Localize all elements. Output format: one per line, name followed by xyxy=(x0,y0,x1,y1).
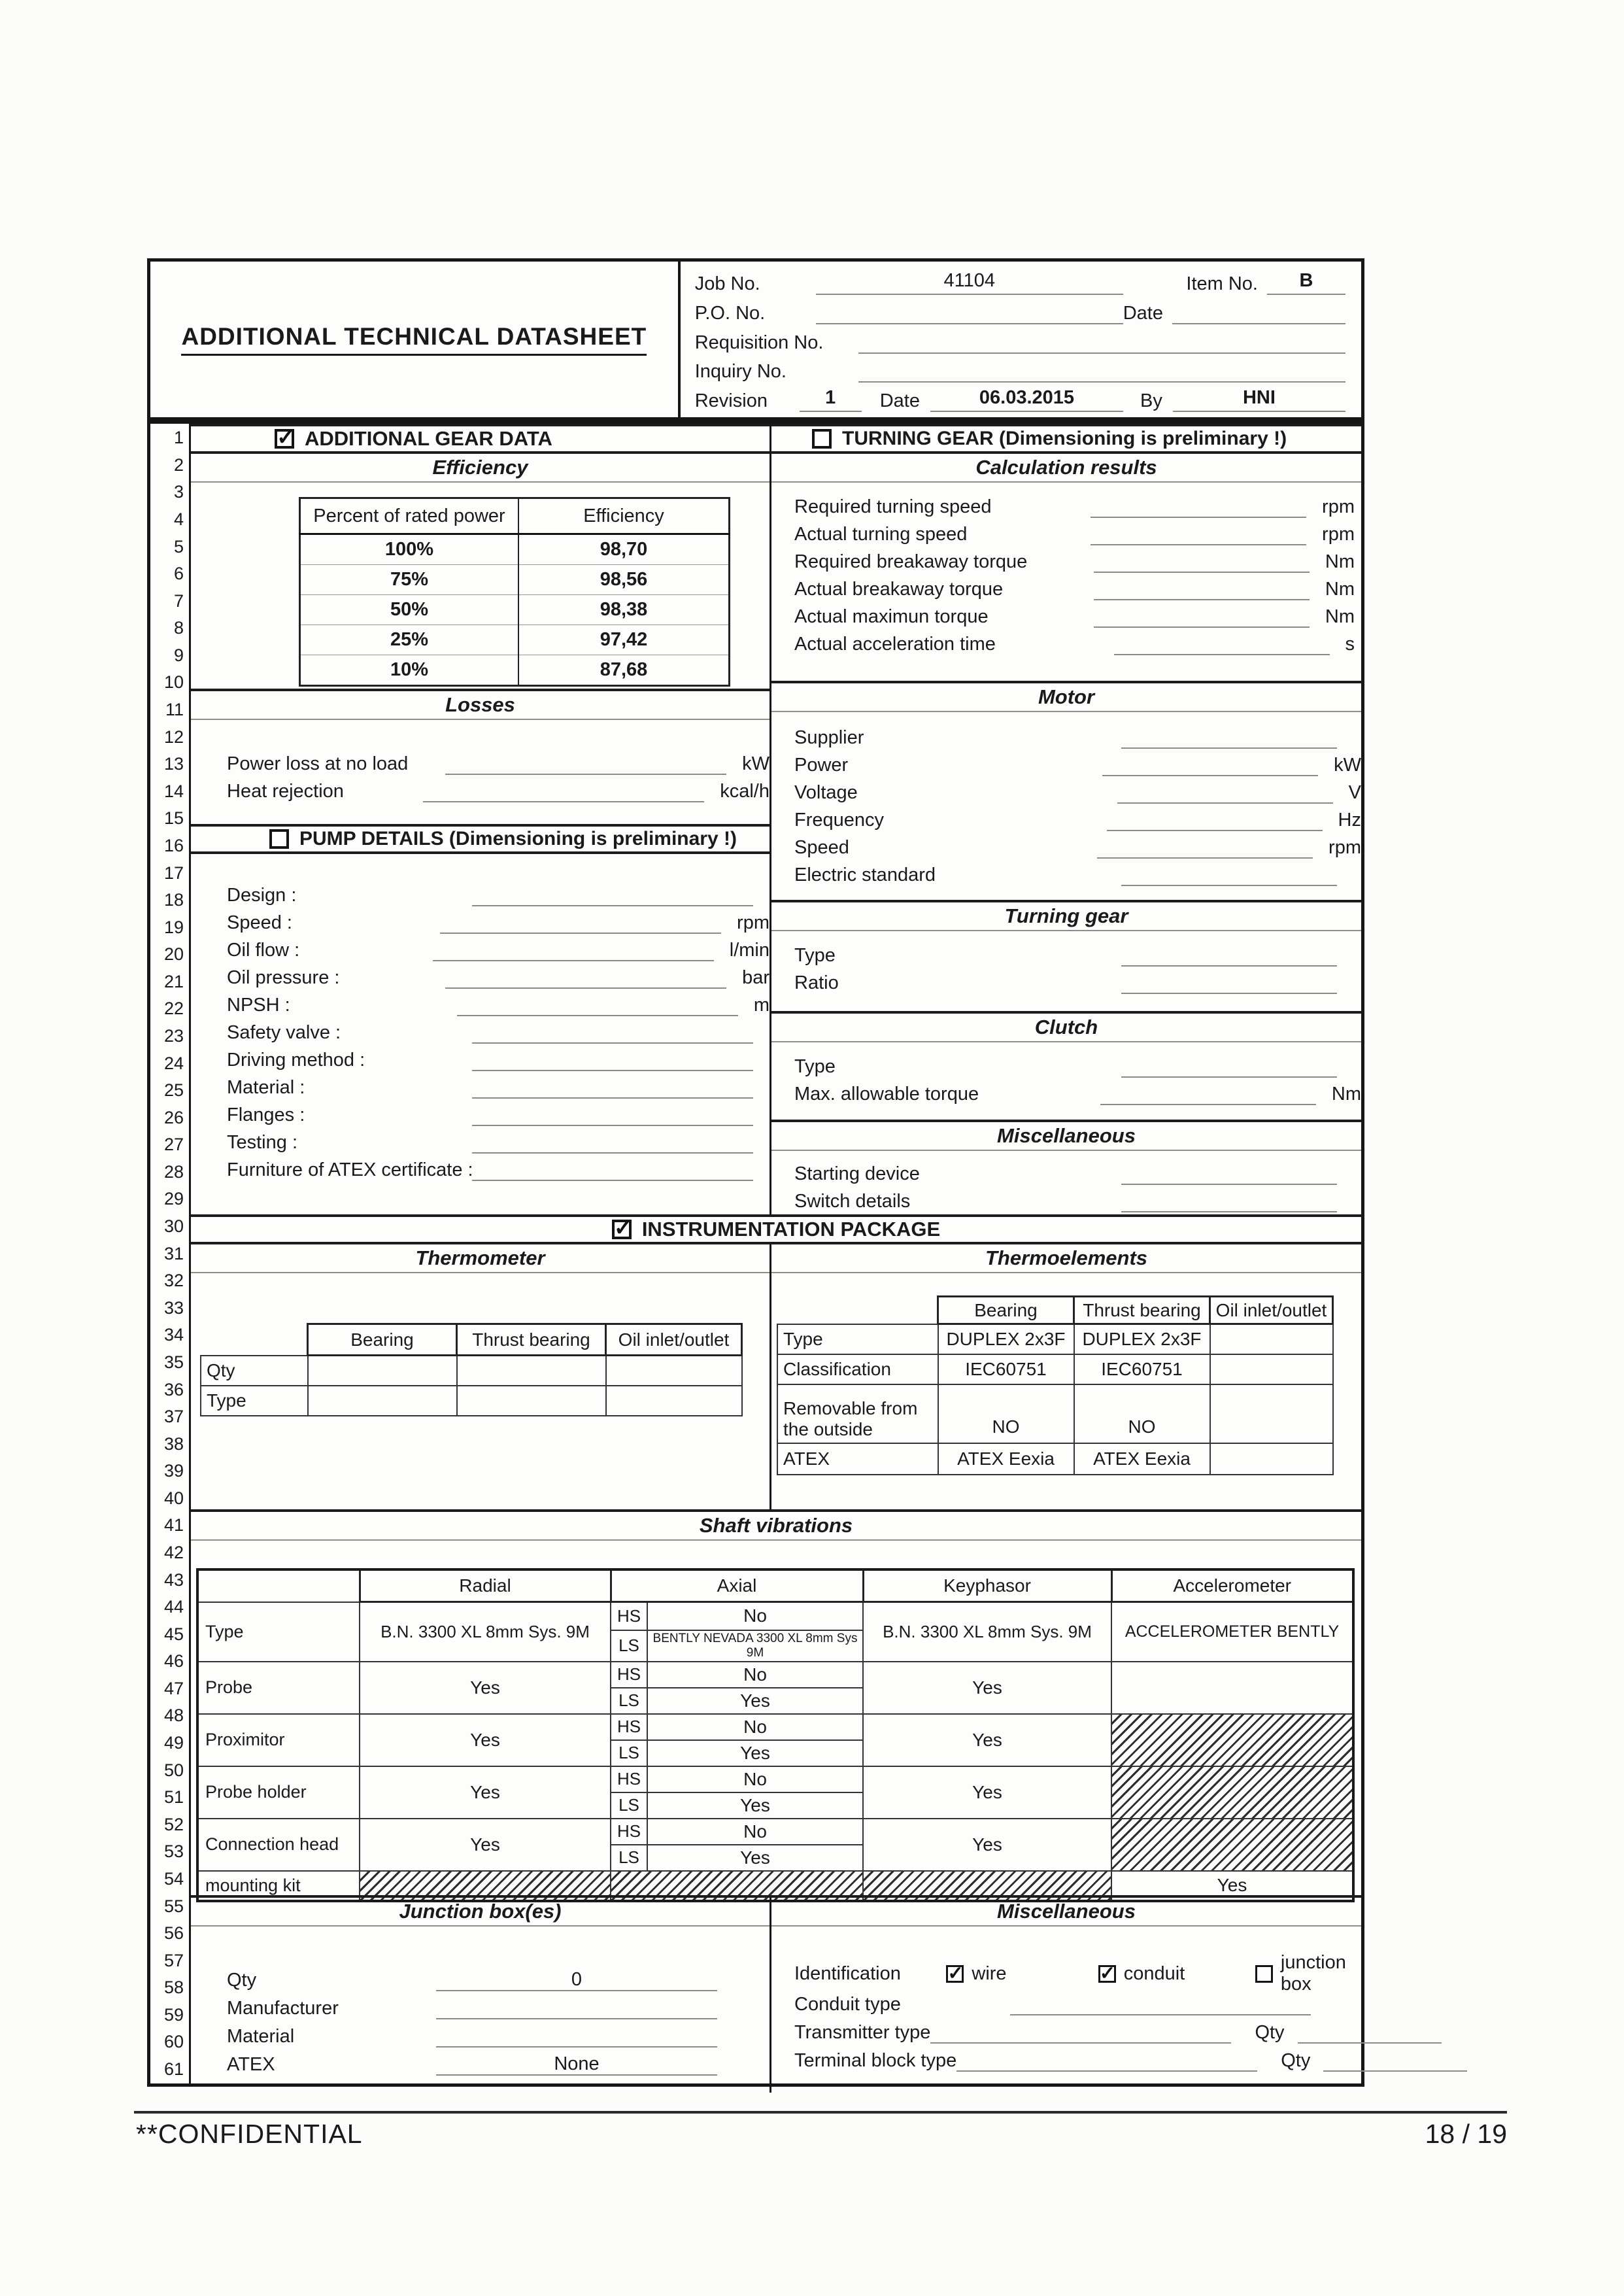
table-row: 75% 98,56 xyxy=(300,565,730,595)
form-field: Frequency Hz xyxy=(794,810,1361,831)
blank-line xyxy=(472,1159,753,1181)
form-field: Ratio xyxy=(794,967,1361,994)
row-number: 5 xyxy=(173,536,184,557)
table-row: Probe holder Yes HS No Yes xyxy=(197,1766,1353,1792)
efficiency-title: Efficiency xyxy=(191,454,770,483)
row-number: 56 xyxy=(163,1923,184,1944)
table-row: LS Yes xyxy=(197,1792,1353,1819)
table-row: Proximitor Yes HS No Yes xyxy=(197,1714,1353,1740)
blank-line xyxy=(1298,2021,1442,2044)
row-number: 33 xyxy=(163,1297,184,1318)
blank-line xyxy=(472,1104,753,1126)
revision-date-label: Date xyxy=(879,390,920,411)
form-field: Manufacturer xyxy=(227,1991,756,2019)
form-field: Speed rpm xyxy=(794,837,1361,858)
row-number: 53 xyxy=(163,1842,184,1862)
instrumentation-title: INSTRUMENTATION PACKAGE xyxy=(641,1218,941,1241)
blank-line xyxy=(1094,578,1310,600)
by-label: By xyxy=(1140,390,1162,411)
turning-gear-header xyxy=(771,424,1361,454)
row-number: 1 xyxy=(173,428,184,448)
blank-line xyxy=(472,1021,753,1044)
requisition-no-label: Requisition No. xyxy=(694,332,824,353)
row-number: 24 xyxy=(163,1053,184,1073)
row-number: 25 xyxy=(163,1080,184,1101)
job-no-value: 41104 xyxy=(816,270,1123,295)
pump-details-section xyxy=(191,824,770,1181)
row-number: 50 xyxy=(163,1760,184,1780)
thermometer-title: Thermometer xyxy=(191,1244,770,1273)
thermoelements-panel xyxy=(771,1244,1361,1509)
blank-line xyxy=(1114,633,1330,655)
row-number: 57 xyxy=(163,1950,184,1970)
form-field: Type xyxy=(794,1050,1361,1078)
row-number: 7 xyxy=(173,591,184,611)
calculation-results-title: Calculation results xyxy=(771,454,1361,483)
page-number: 18 / 19 xyxy=(1425,2119,1507,2149)
form-field: Actual maximun torque Nm xyxy=(794,606,1355,627)
po-no-label: P.O. No. xyxy=(694,302,766,324)
form-field: Required breakaway torque Nm xyxy=(794,551,1355,572)
row-number: 27 xyxy=(163,1135,184,1155)
turning-gear-detail-section xyxy=(771,900,1361,994)
title-box xyxy=(150,262,681,417)
field-value xyxy=(436,1997,717,2019)
row-number: 30 xyxy=(163,1216,184,1237)
row-number: 42 xyxy=(163,1542,184,1562)
row-number: 29 xyxy=(163,1189,184,1209)
row-number: 38 xyxy=(163,1433,184,1454)
thermometer-panel xyxy=(191,1244,771,1509)
row-number: 26 xyxy=(163,1107,184,1127)
shaft-vibrations-table: Radial Axial Keyphasor Accelerometer Type B.N. 3300 XL 8mm Sys. 9M HS No B.N. 3300 XL 8mm Sys. 9M ACCELEROMETER BENTLY LS BENTLY NEVADA 3300 XL 8mm Sys 9M Probe Yes HS No Yes LS Yes Proximitor Yes HS No Yes LS Yes Probe holder Yes HS No Yes LS Yes Connection head Yes HS No Yes LS Yes mounting kit Yes xyxy=(196,1568,1355,1902)
row-number: 32 xyxy=(163,1271,184,1291)
row-number: 20 xyxy=(163,944,184,965)
blank-line xyxy=(1094,551,1310,573)
misc-bottom-panel xyxy=(771,1898,1361,2093)
form-field: Actual turning speed rpm xyxy=(794,524,1355,545)
row-number: 45 xyxy=(163,1624,184,1644)
pump-details-checkbox-icon xyxy=(269,829,289,849)
losses-section xyxy=(191,689,770,802)
pump-details-header xyxy=(191,824,770,854)
row-number: 13 xyxy=(163,754,184,774)
form-field: Flanges : xyxy=(227,1099,770,1126)
row-number: 35 xyxy=(163,1352,184,1372)
blank-line xyxy=(930,2021,1231,2044)
table-row: LS Yes xyxy=(197,1688,1353,1714)
form-field: NPSH : m xyxy=(227,995,770,1016)
motor-title: Motor xyxy=(771,683,1361,712)
hatched-cell xyxy=(1111,1819,1353,1871)
field-value xyxy=(436,2025,717,2048)
blank-line xyxy=(457,994,738,1016)
row-number: 2 xyxy=(173,454,184,475)
form-field: Driving method : xyxy=(227,1044,770,1071)
clutch-section xyxy=(771,1011,1361,1105)
blank-line xyxy=(423,780,704,802)
form-field: Testing : xyxy=(227,1126,770,1154)
table-row: Type DUPLEX 2x3F DUPLEX 2x3F xyxy=(777,1324,1333,1354)
row-number: 17 xyxy=(163,863,184,883)
blank-line xyxy=(1121,864,1337,886)
job-no-label: Job No. xyxy=(694,273,760,294)
blank-line xyxy=(956,2049,1257,2072)
row-number: 52 xyxy=(163,1814,184,1834)
row-number: 14 xyxy=(163,781,184,801)
form-field: Furniture of ATEX certificate : xyxy=(227,1154,770,1181)
row-number: 41 xyxy=(163,1515,184,1535)
row-number: 4 xyxy=(173,509,184,530)
table-row: Qty xyxy=(201,1356,742,1386)
gear-data-panel xyxy=(191,424,771,1214)
row-number: 49 xyxy=(163,1733,184,1753)
misc-right-title: Miscellaneous xyxy=(771,1122,1361,1151)
efficiency-col-header: Efficiency xyxy=(518,498,730,534)
row-number: 60 xyxy=(163,2032,184,2052)
form-field: Power loss at no load kW xyxy=(227,753,770,774)
blank-line xyxy=(1121,1163,1337,1185)
form-field: Electric standard xyxy=(794,859,1361,886)
form-field: Actual acceleration time s xyxy=(794,634,1355,655)
blank-line xyxy=(1323,2049,1467,2072)
row-number: 51 xyxy=(163,1787,184,1808)
table-row: 100% 98,70 xyxy=(300,534,730,565)
footer-divider xyxy=(134,2111,1507,2114)
blank-line xyxy=(1094,606,1310,628)
blank-line xyxy=(1121,972,1337,994)
form-field: Speed : rpm xyxy=(227,912,770,933)
row-number: 36 xyxy=(163,1379,184,1399)
instrumentation-checkbox-icon xyxy=(612,1220,632,1239)
row-number: 46 xyxy=(163,1651,184,1671)
row-number: 61 xyxy=(163,2059,184,2079)
conduit-checkbox-icon xyxy=(1098,1965,1116,1983)
misc-bottom-title: Miscellaneous xyxy=(771,1898,1361,1927)
row-number: 18 xyxy=(163,890,184,910)
table-row: Probe Yes HS No Yes xyxy=(197,1662,1353,1688)
table-row: 10% 87,68 xyxy=(300,655,730,686)
form-field: Material : xyxy=(227,1071,770,1099)
blank-line xyxy=(440,912,721,934)
thermoelements-table: Bearing Thrust bearing Oil inlet/outlet Type DUPLEX 2x3F DUPLEX 2x3F Classification IEC60751 IEC60751 Removable from the outside NO NO ATEX ATEX Eexia ATEX Eexia xyxy=(777,1295,1334,1475)
identification-row: Identification ✓ wire ✓ conduit junction box xyxy=(794,1960,1353,1987)
form-field: Material xyxy=(227,2019,756,2048)
row-number: 22 xyxy=(163,999,184,1019)
row-number: 10 xyxy=(163,672,184,693)
blank-line xyxy=(1107,809,1323,831)
form-field: Heat rejection kcal/h xyxy=(227,781,770,802)
junction-boxes-title: Junction box(es) xyxy=(191,1898,770,1927)
band-gear-turning xyxy=(191,424,1361,1214)
confidential-label: **CONFIDENTIAL xyxy=(136,2119,363,2149)
revision-value: 1 xyxy=(800,387,862,412)
junction-box-panel xyxy=(191,1898,771,2093)
additional-gear-data-header xyxy=(191,424,770,454)
row-number: 55 xyxy=(163,1896,184,1916)
form-field: Switch details xyxy=(794,1185,1361,1212)
form-field: Required turning speed rpm xyxy=(794,496,1355,517)
main-form xyxy=(147,420,1364,2087)
blank-line xyxy=(445,753,726,775)
po-no-value xyxy=(816,300,1123,324)
row-number: 3 xyxy=(173,482,184,502)
junction-box-checkbox-icon xyxy=(1255,1965,1273,1983)
table-row: LS BENTLY NEVADA 3300 XL 8mm Sys 9M xyxy=(197,1630,1353,1662)
row-number: 12 xyxy=(163,727,184,747)
row-number: 23 xyxy=(163,1026,184,1046)
form-field: Conduit type xyxy=(794,1987,1353,2015)
table-row: LS Yes xyxy=(197,1740,1353,1766)
job-info-box xyxy=(681,262,1361,417)
date-label: Date xyxy=(1123,302,1163,324)
blank-line xyxy=(445,967,726,989)
turning-gear-detail-title: Turning gear xyxy=(771,902,1361,931)
row-number: 6 xyxy=(173,564,184,584)
table-row: Type xyxy=(201,1386,742,1416)
blank-line xyxy=(1121,944,1337,967)
form-field: Terminal block type Qty xyxy=(794,2044,1353,2072)
row-number: 28 xyxy=(163,1161,184,1182)
date-value xyxy=(1172,300,1345,324)
band-thermo xyxy=(191,1244,1361,1509)
clutch-title: Clutch xyxy=(771,1014,1361,1042)
table-row: Removable from the outside NO NO xyxy=(777,1384,1333,1443)
row-number: 39 xyxy=(163,1461,184,1481)
blank-line xyxy=(1102,754,1318,776)
form-field: Supplier xyxy=(794,721,1361,749)
form-content xyxy=(191,424,1361,2083)
blank-line xyxy=(1010,1993,1311,2015)
by-value: HNI xyxy=(1173,387,1345,412)
blank-line xyxy=(1121,727,1337,749)
table-row: 25% 97,42 xyxy=(300,625,730,655)
row-number: 9 xyxy=(173,645,184,665)
blank-line xyxy=(1121,1055,1337,1078)
losses-title: Losses xyxy=(191,691,770,720)
form-field: Power kW xyxy=(794,755,1361,776)
table-row: ATEX ATEX Eexia ATEX Eexia xyxy=(777,1443,1333,1475)
blank-line xyxy=(1091,496,1306,518)
efficiency-table xyxy=(299,497,730,687)
gear-data-checkbox-icon xyxy=(275,429,294,449)
row-number: 40 xyxy=(163,1488,184,1508)
turning-gear-checkbox-icon xyxy=(812,429,832,449)
form-field: Transmitter type Qty xyxy=(794,2015,1353,2044)
blank-line xyxy=(1091,523,1306,545)
form-field: Qty 0 xyxy=(227,1963,756,1991)
misc-right-section xyxy=(771,1120,1361,1212)
row-number: 8 xyxy=(173,618,184,638)
row-number: 31 xyxy=(163,1243,184,1263)
table-row: Type B.N. 3300 XL 8mm Sys. 9M HS No B.N. 3300 XL 8mm Sys. 9M ACCELEROMETER BENTLY xyxy=(197,1602,1353,1630)
motor-section xyxy=(771,681,1361,886)
form-field: Design : xyxy=(227,879,770,906)
row-number: 34 xyxy=(163,1325,184,1345)
blank-line xyxy=(1121,1190,1337,1212)
shaft-vibrations-title: Shaft vibrations xyxy=(191,1509,1361,1541)
row-number: 15 xyxy=(163,808,184,829)
thermometer-table: Bearing Thrust bearing Oil inlet/outlet Qty Type xyxy=(200,1323,743,1416)
form-field: Oil pressure : bar xyxy=(227,967,770,988)
hatched-cell xyxy=(1111,1714,1353,1766)
row-number: 16 xyxy=(163,835,184,855)
table-row: 50% 98,38 xyxy=(300,595,730,625)
row-number: 21 xyxy=(163,971,184,991)
row-number: 48 xyxy=(163,1705,184,1726)
revision-date-value: 06.03.2015 xyxy=(930,387,1123,412)
table-row: Connection head Yes HS No Yes xyxy=(197,1819,1353,1845)
blank-line xyxy=(472,1131,753,1154)
row-number: 47 xyxy=(163,1678,184,1698)
table-row: LS Yes xyxy=(197,1845,1353,1871)
form-field: Oil flow : l/min xyxy=(227,940,770,961)
row-number: 44 xyxy=(163,1597,184,1617)
revision-label: Revision xyxy=(694,390,768,411)
turning-gear-title: TURNING GEAR (Dimensioning is preliminary !) xyxy=(842,428,1287,449)
form-field: Max. allowable torque Nm xyxy=(794,1084,1361,1105)
form-field: Voltage V xyxy=(794,782,1361,803)
thermoelements-title: Thermoelements xyxy=(771,1244,1361,1273)
wire-checkbox-icon xyxy=(946,1965,964,1983)
blank-line xyxy=(472,884,753,906)
row-number: 59 xyxy=(163,2004,184,2025)
form-field: ATEX None xyxy=(227,2048,756,2076)
blank-line xyxy=(1100,1083,1316,1105)
row-number: 58 xyxy=(163,1978,184,1998)
row-number: 54 xyxy=(163,1868,184,1889)
form-field: Safety valve : xyxy=(227,1016,770,1044)
row-number-gutter xyxy=(150,424,191,2083)
row-number: 11 xyxy=(165,700,184,720)
row-number: 43 xyxy=(163,1569,184,1590)
table-row: Classification IEC60751 IEC60751 xyxy=(777,1354,1333,1384)
form-field: Type xyxy=(794,939,1361,967)
instrumentation-package-header xyxy=(191,1214,1361,1244)
field-value: None xyxy=(436,2053,717,2076)
item-no-value: B xyxy=(1267,270,1345,295)
row-number: 37 xyxy=(163,1407,184,1427)
pump-details-title: PUMP DETAILS (Dimensioning is preliminary !) xyxy=(299,828,737,849)
field-value: 0 xyxy=(436,1969,717,1991)
requisition-no-value xyxy=(858,329,1345,354)
turning-gear-panel xyxy=(771,424,1361,1214)
blank-line xyxy=(1097,836,1313,859)
form-field: Starting device xyxy=(794,1157,1361,1185)
header xyxy=(147,258,1364,420)
blank-line xyxy=(1117,781,1333,804)
hatched-cell xyxy=(1111,1766,1353,1819)
blank-line xyxy=(472,1076,753,1099)
inquiry-no-value xyxy=(858,358,1345,383)
table-row: mounting kit Yes xyxy=(197,1871,1353,1901)
page-title: ADDITIONAL TECHNICAL DATASHEET xyxy=(181,323,647,356)
inquiry-no-label: Inquiry No. xyxy=(694,361,787,383)
row-number: 19 xyxy=(163,917,184,937)
blank-line xyxy=(472,1049,753,1071)
item-no-label: Item No. xyxy=(1186,273,1258,294)
gear-data-title: ADDITIONAL GEAR DATA xyxy=(305,427,552,450)
band-junction-misc xyxy=(191,1895,1361,2093)
blank-line xyxy=(433,939,714,961)
form-field: Actual breakaway torque Nm xyxy=(794,579,1355,600)
efficiency-col-header: Percent of rated power xyxy=(300,498,519,534)
